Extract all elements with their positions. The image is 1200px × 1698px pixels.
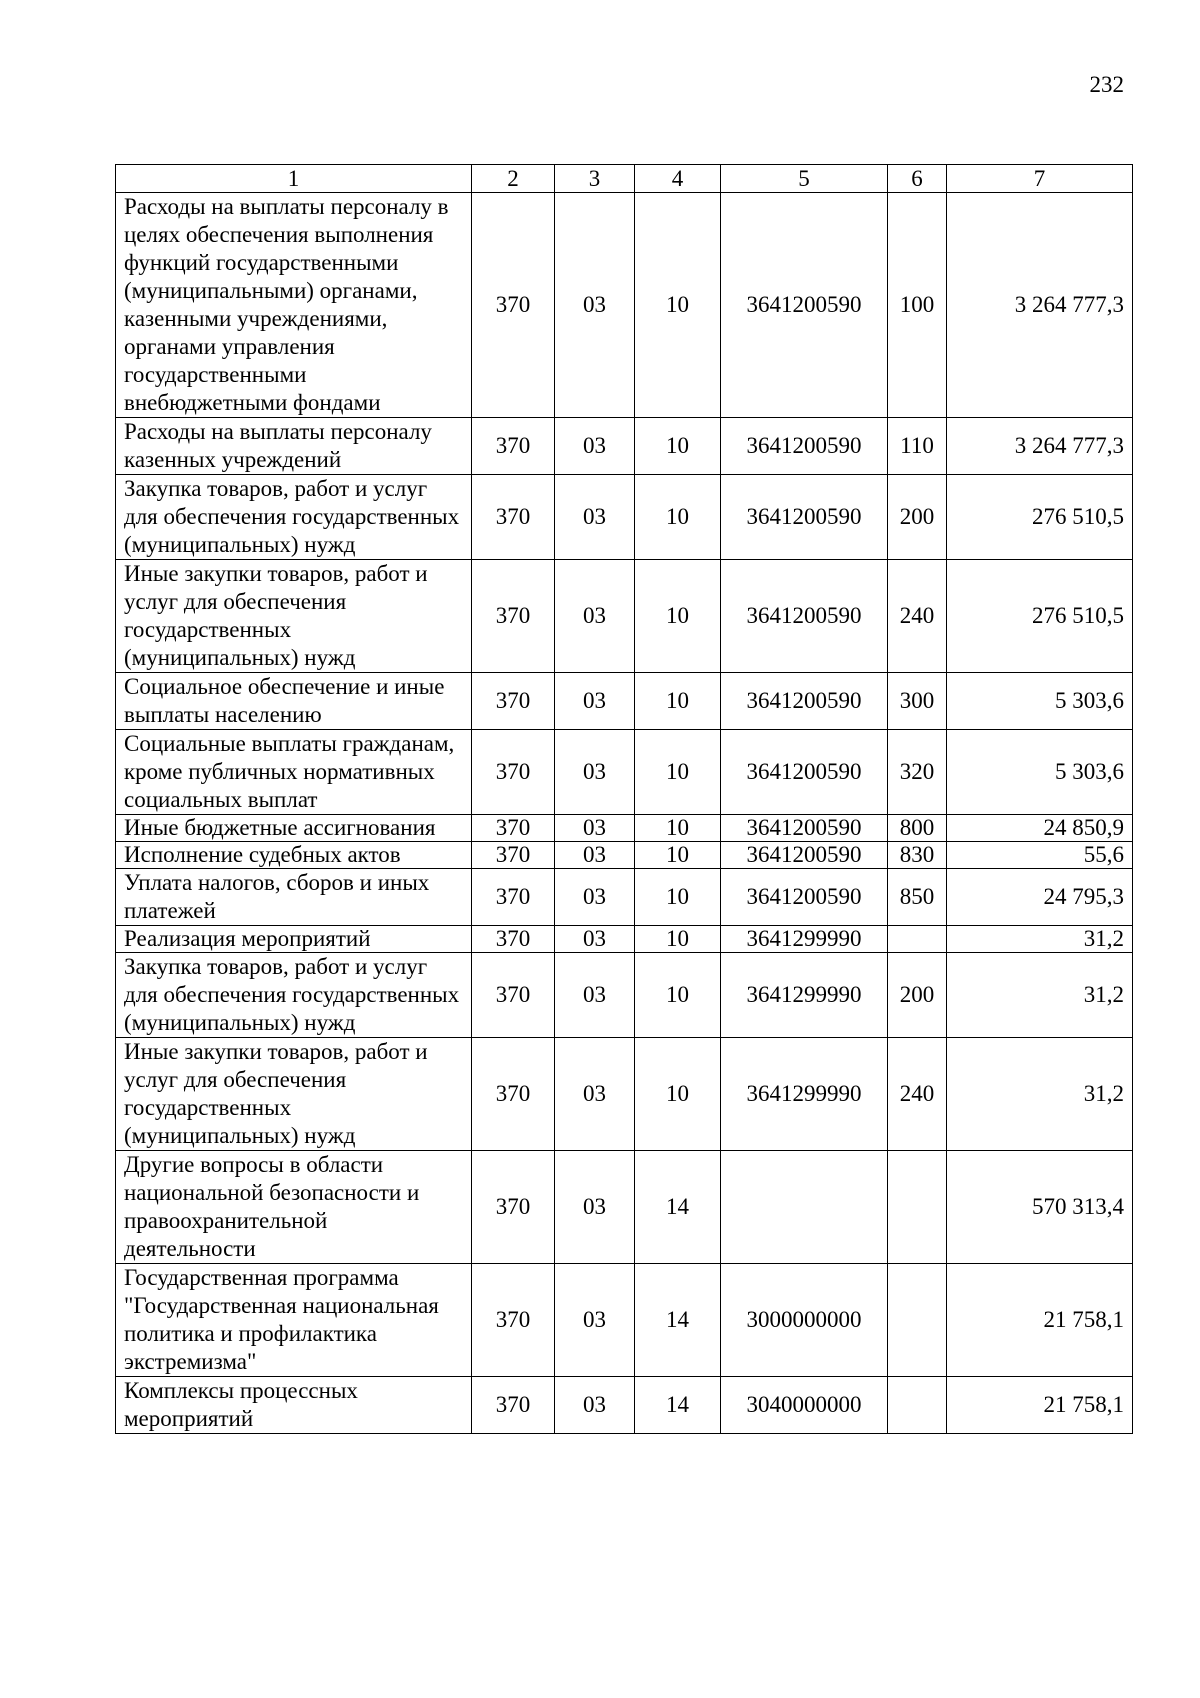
cell-expense-type: 240 bbox=[888, 1038, 947, 1151]
cell-amount: 31,2 bbox=[947, 926, 1133, 953]
cell-expense-type: 300 bbox=[888, 673, 947, 730]
cell-subsection: 10 bbox=[635, 815, 721, 842]
cell-ministry-code: 370 bbox=[472, 418, 555, 475]
header-cell: 7 bbox=[947, 165, 1133, 193]
cell-amount: 24 850,9 bbox=[947, 815, 1133, 842]
cell-amount: 3 264 777,3 bbox=[947, 193, 1133, 418]
header-cell: 5 bbox=[721, 165, 888, 193]
table-row bbox=[116, 730, 1133, 815]
cell-ministry-code: 370 bbox=[472, 1038, 555, 1151]
cell-subsection: 14 bbox=[635, 1264, 721, 1377]
cell-target-article: 3641200590 bbox=[721, 560, 888, 673]
table-row bbox=[116, 869, 1133, 926]
table-row bbox=[116, 475, 1133, 560]
cell-target-article: 3641299990 bbox=[721, 953, 888, 1038]
cell-amount: 21 758,1 bbox=[947, 1377, 1133, 1434]
cell-expense-type: 800 bbox=[888, 815, 947, 842]
cell-section: 03 bbox=[555, 730, 635, 815]
cell-name: Реализация мероприятий bbox=[116, 926, 472, 953]
cell-name: Другие вопросы в области национальной безопасности и правоохранительной деятельности bbox=[116, 1151, 472, 1264]
cell-name: Расходы на выплаты персоналу казенных учреждений bbox=[116, 418, 472, 475]
cell-subsection: 10 bbox=[635, 842, 721, 869]
cell-target-article: 3641200590 bbox=[721, 815, 888, 842]
cell-target-article: 3641200590 bbox=[721, 475, 888, 560]
cell-expense-type: 320 bbox=[888, 730, 947, 815]
cell-subsection: 10 bbox=[635, 869, 721, 926]
cell-target-article: 3641200590 bbox=[721, 842, 888, 869]
cell-target-article: 3641200590 bbox=[721, 730, 888, 815]
table-row bbox=[116, 673, 1133, 730]
budget-table bbox=[115, 164, 1133, 1434]
cell-expense-type: 200 bbox=[888, 953, 947, 1038]
cell-subsection: 10 bbox=[635, 926, 721, 953]
cell-expense-type: 200 bbox=[888, 475, 947, 560]
cell-target-article: 3000000000 bbox=[721, 1264, 888, 1377]
cell-ministry-code: 370 bbox=[472, 842, 555, 869]
cell-ministry-code: 370 bbox=[472, 475, 555, 560]
cell-name: Иные закупки товаров, работ и услуг для обеспечения государственных (муниципальных) нужд bbox=[116, 560, 472, 673]
table-body bbox=[116, 165, 1133, 1434]
cell-amount: 31,2 bbox=[947, 953, 1133, 1038]
cell-ministry-code: 370 bbox=[472, 1377, 555, 1434]
cell-name: Закупка товаров, работ и услуг для обеспечения государственных (муниципальных) нужд bbox=[116, 475, 472, 560]
cell-name: Государственная программа "Государственная национальная политика и профилактика экстремизма" bbox=[116, 1264, 472, 1377]
table-row bbox=[116, 193, 1133, 418]
cell-ministry-code: 370 bbox=[472, 673, 555, 730]
cell-target-article: 3641200590 bbox=[721, 869, 888, 926]
cell-subsection: 10 bbox=[635, 953, 721, 1038]
cell-ministry-code: 370 bbox=[472, 730, 555, 815]
cell-name: Иные бюджетные ассигнования bbox=[116, 815, 472, 842]
cell-section: 03 bbox=[555, 673, 635, 730]
cell-expense-type bbox=[888, 1377, 947, 1434]
cell-name: Закупка товаров, работ и услуг для обеспечения государственных (муниципальных) нужд bbox=[116, 953, 472, 1038]
cell-expense-type: 100 bbox=[888, 193, 947, 418]
cell-name: Расходы на выплаты персоналу в целях обеспечения выполнения функций государственными (муниципальными) органами, казенными учреждениями, органами управления государственными внебюджетными фондами bbox=[116, 193, 472, 418]
header-cell: 2 bbox=[472, 165, 555, 193]
cell-name: Комплексы процессных мероприятий bbox=[116, 1377, 472, 1434]
cell-ministry-code: 370 bbox=[472, 560, 555, 673]
cell-subsection: 10 bbox=[635, 560, 721, 673]
cell-expense-type bbox=[888, 1264, 947, 1377]
header-cell: 1 bbox=[116, 165, 472, 193]
table-row bbox=[116, 1038, 1133, 1151]
cell-subsection: 10 bbox=[635, 730, 721, 815]
header-cell: 4 bbox=[635, 165, 721, 193]
cell-ministry-code: 370 bbox=[472, 193, 555, 418]
cell-expense-type: 850 bbox=[888, 869, 947, 926]
table-row bbox=[116, 953, 1133, 1038]
cell-section: 03 bbox=[555, 418, 635, 475]
cell-section: 03 bbox=[555, 926, 635, 953]
cell-amount: 276 510,5 bbox=[947, 560, 1133, 673]
cell-section: 03 bbox=[555, 193, 635, 418]
table-row bbox=[116, 926, 1133, 953]
cell-ministry-code: 370 bbox=[472, 1151, 555, 1264]
cell-expense-type bbox=[888, 926, 947, 953]
cell-amount: 3 264 777,3 bbox=[947, 418, 1133, 475]
table-row bbox=[116, 842, 1133, 869]
cell-name: Социальные выплаты гражданам, кроме публичных нормативных социальных выплат bbox=[116, 730, 472, 815]
table-row bbox=[116, 815, 1133, 842]
cell-target-article: 3641200590 bbox=[721, 418, 888, 475]
page-number: 232 bbox=[1089, 72, 1124, 97]
cell-target-article: 3641299990 bbox=[721, 926, 888, 953]
cell-target-article: 3641200590 bbox=[721, 193, 888, 418]
cell-section: 03 bbox=[555, 1264, 635, 1377]
cell-subsection: 10 bbox=[635, 193, 721, 418]
cell-expense-type: 110 bbox=[888, 418, 947, 475]
cell-section: 03 bbox=[555, 953, 635, 1038]
header-cell: 6 bbox=[888, 165, 947, 193]
cell-expense-type: 830 bbox=[888, 842, 947, 869]
cell-expense-type bbox=[888, 1151, 947, 1264]
cell-subsection: 10 bbox=[635, 475, 721, 560]
table-row bbox=[116, 1377, 1133, 1434]
cell-name: Уплата налогов, сборов и иных платежей bbox=[116, 869, 472, 926]
cell-amount: 5 303,6 bbox=[947, 730, 1133, 815]
cell-section: 03 bbox=[555, 1377, 635, 1434]
cell-section: 03 bbox=[555, 560, 635, 673]
cell-ministry-code: 370 bbox=[472, 926, 555, 953]
cell-section: 03 bbox=[555, 842, 635, 869]
table-row bbox=[116, 1264, 1133, 1377]
cell-section: 03 bbox=[555, 475, 635, 560]
cell-name: Исполнение судебных актов bbox=[116, 842, 472, 869]
table-row bbox=[116, 418, 1133, 475]
cell-target-article: 3040000000 bbox=[721, 1377, 888, 1434]
cell-amount: 5 303,6 bbox=[947, 673, 1133, 730]
cell-subsection: 14 bbox=[635, 1151, 721, 1264]
cell-amount: 276 510,5 bbox=[947, 475, 1133, 560]
cell-expense-type: 240 bbox=[888, 560, 947, 673]
table-row bbox=[116, 1151, 1133, 1264]
cell-amount: 55,6 bbox=[947, 842, 1133, 869]
cell-amount: 24 795,3 bbox=[947, 869, 1133, 926]
header-row bbox=[116, 165, 1133, 193]
cell-subsection: 14 bbox=[635, 1377, 721, 1434]
cell-ministry-code: 370 bbox=[472, 815, 555, 842]
cell-name: Социальное обеспечение и иные выплаты населению bbox=[116, 673, 472, 730]
cell-ministry-code: 370 bbox=[472, 1264, 555, 1377]
cell-target-article: 3641299990 bbox=[721, 1038, 888, 1151]
cell-amount: 570 313,4 bbox=[947, 1151, 1133, 1264]
cell-section: 03 bbox=[555, 1151, 635, 1264]
cell-subsection: 10 bbox=[635, 418, 721, 475]
cell-ministry-code: 370 bbox=[472, 869, 555, 926]
cell-section: 03 bbox=[555, 869, 635, 926]
cell-section: 03 bbox=[555, 1038, 635, 1151]
cell-target-article: 3641200590 bbox=[721, 673, 888, 730]
cell-amount: 21 758,1 bbox=[947, 1264, 1133, 1377]
cell-name: Иные закупки товаров, работ и услуг для обеспечения государственных (муниципальных) нужд bbox=[116, 1038, 472, 1151]
table-row bbox=[116, 560, 1133, 673]
cell-target-article bbox=[721, 1151, 888, 1264]
cell-ministry-code: 370 bbox=[472, 953, 555, 1038]
header-cell: 3 bbox=[555, 165, 635, 193]
cell-amount: 31,2 bbox=[947, 1038, 1133, 1151]
cell-subsection: 10 bbox=[635, 1038, 721, 1151]
cell-section: 03 bbox=[555, 815, 635, 842]
cell-subsection: 10 bbox=[635, 673, 721, 730]
